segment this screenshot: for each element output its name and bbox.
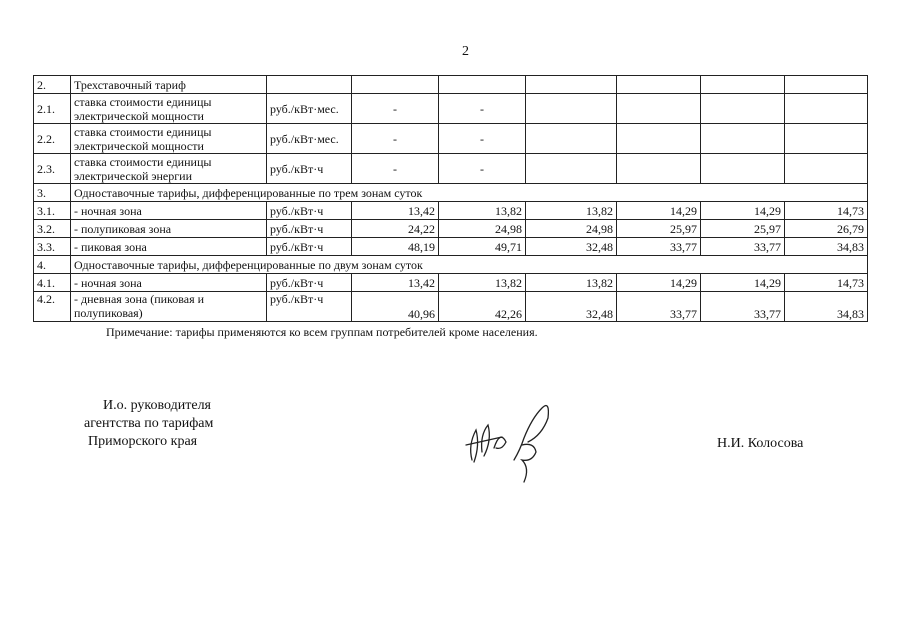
tariff-name: - ночная зона: [71, 202, 267, 220]
row-number: 4.: [34, 256, 71, 274]
value-cell: 34,83: [785, 292, 868, 322]
signatory-title-line: И.о. руководителя: [103, 398, 212, 413]
section-title: Трехставочный тариф: [71, 76, 267, 94]
value-cell: [526, 76, 617, 94]
signatory-title: [84, 397, 213, 451]
unit-cell: руб./кВт·ч: [267, 154, 352, 184]
table-row: [34, 220, 868, 238]
row-number: 4.2.: [34, 292, 71, 322]
row-number: 3.1.: [34, 202, 71, 220]
row-number: 2.3.: [34, 154, 71, 184]
value-cell: 24,98: [526, 220, 617, 238]
value-cell: 24,22: [352, 220, 439, 238]
value-cell: 14,29: [617, 274, 701, 292]
value-cell: [617, 154, 701, 184]
table-row: [34, 154, 868, 184]
unit-cell: руб./кВт·ч: [267, 238, 352, 256]
value-cell: 25,97: [617, 220, 701, 238]
table-row: [34, 256, 868, 274]
tariff-name: - дневная зона (пиковая и полупиковая): [71, 292, 267, 322]
tariff-name: - полупиковая зона: [71, 220, 267, 238]
value-cell: [526, 124, 617, 154]
table-row: [34, 76, 868, 94]
row-number: 2.2.: [34, 124, 71, 154]
row-number: 3.: [34, 184, 71, 202]
value-cell: -: [352, 124, 439, 154]
value-cell: -: [439, 154, 526, 184]
value-cell: [701, 154, 785, 184]
tariff-table: [33, 75, 868, 322]
value-cell: [785, 154, 868, 184]
row-number: 4.1.: [34, 274, 71, 292]
table-note: Примечание: тарифы применяются ко всем группам потребителей кроме населения.: [106, 325, 538, 339]
value-cell: 14,29: [701, 202, 785, 220]
handwritten-signature: [462, 390, 572, 490]
value-cell: 13,82: [439, 202, 526, 220]
value-cell: [701, 76, 785, 94]
value-cell: [785, 94, 868, 124]
value-cell: 13,42: [352, 274, 439, 292]
page-number: 2: [462, 44, 469, 59]
value-cell: -: [352, 94, 439, 124]
row-number: 2.: [34, 76, 71, 94]
value-cell: [617, 76, 701, 94]
value-cell: 34,83: [785, 238, 868, 256]
tariff-name: - пиковая зона: [71, 238, 267, 256]
row-number: 2.1.: [34, 94, 71, 124]
row-number: 3.2.: [34, 220, 71, 238]
value-cell: [439, 76, 526, 94]
tariff-name: ставка стоимости единицы электрической энергии: [71, 154, 267, 184]
unit-cell: руб./кВт·ч: [267, 202, 352, 220]
unit-cell: [267, 76, 352, 94]
table-row: [34, 292, 868, 322]
table-row: [34, 184, 868, 202]
value-cell: [526, 154, 617, 184]
row-number: 3.3.: [34, 238, 71, 256]
value-cell: 14,73: [785, 274, 868, 292]
value-cell: 13,82: [526, 202, 617, 220]
value-cell: 33,77: [617, 238, 701, 256]
value-cell: 13,42: [352, 202, 439, 220]
value-cell: 48,19: [352, 238, 439, 256]
table-row: [34, 274, 868, 292]
value-cell: [352, 76, 439, 94]
table-row: [34, 238, 868, 256]
table-row: [34, 202, 868, 220]
unit-cell: руб./кВт·ч: [267, 220, 352, 238]
value-cell: 14,29: [701, 274, 785, 292]
value-cell: 13,82: [526, 274, 617, 292]
value-cell: 13,82: [439, 274, 526, 292]
unit-cell: руб./кВт·мес.: [267, 94, 352, 124]
value-cell: [617, 124, 701, 154]
tariff-name: ставка стоимости единицы электрической мощности: [71, 94, 267, 124]
value-cell: 25,97: [701, 220, 785, 238]
value-cell: 42,26: [439, 292, 526, 322]
value-cell: 24,98: [439, 220, 526, 238]
value-cell: [701, 124, 785, 154]
tariff-name: ставка стоимости единицы электрической мощности: [71, 124, 267, 154]
value-cell: [785, 76, 868, 94]
unit-cell: руб./кВт·ч: [267, 292, 352, 322]
value-cell: 14,73: [785, 202, 868, 220]
value-cell: -: [439, 124, 526, 154]
value-cell: 14,29: [617, 202, 701, 220]
unit-cell: руб./кВт·мес.: [267, 124, 352, 154]
value-cell: 33,77: [701, 292, 785, 322]
value-cell: 33,77: [617, 292, 701, 322]
table-row: [34, 124, 868, 154]
value-cell: 26,79: [785, 220, 868, 238]
signatory-title-line: агентства по тарифам: [84, 416, 214, 431]
table-row: [34, 94, 868, 124]
signatory-title-line: Приморского края: [88, 434, 198, 449]
value-cell: -: [352, 154, 439, 184]
value-cell: 33,77: [701, 238, 785, 256]
value-cell: 49,71: [439, 238, 526, 256]
value-cell: -: [439, 94, 526, 124]
value-cell: [701, 94, 785, 124]
value-cell: 32,48: [526, 238, 617, 256]
value-cell: [617, 94, 701, 124]
section-title: Одноставочные тарифы, дифференцированные по трем зонам суток: [71, 184, 868, 202]
signatory-name: Н.И. Колосова: [717, 436, 804, 451]
value-cell: [785, 124, 868, 154]
unit-cell: руб./кВт·ч: [267, 274, 352, 292]
value-cell: 40,96: [352, 292, 439, 322]
value-cell: [526, 94, 617, 124]
section-title: Одноставочные тарифы, дифференцированные по двум зонам суток: [71, 256, 868, 274]
tariff-name: - ночная зона: [71, 274, 267, 292]
value-cell: 32,48: [526, 292, 617, 322]
